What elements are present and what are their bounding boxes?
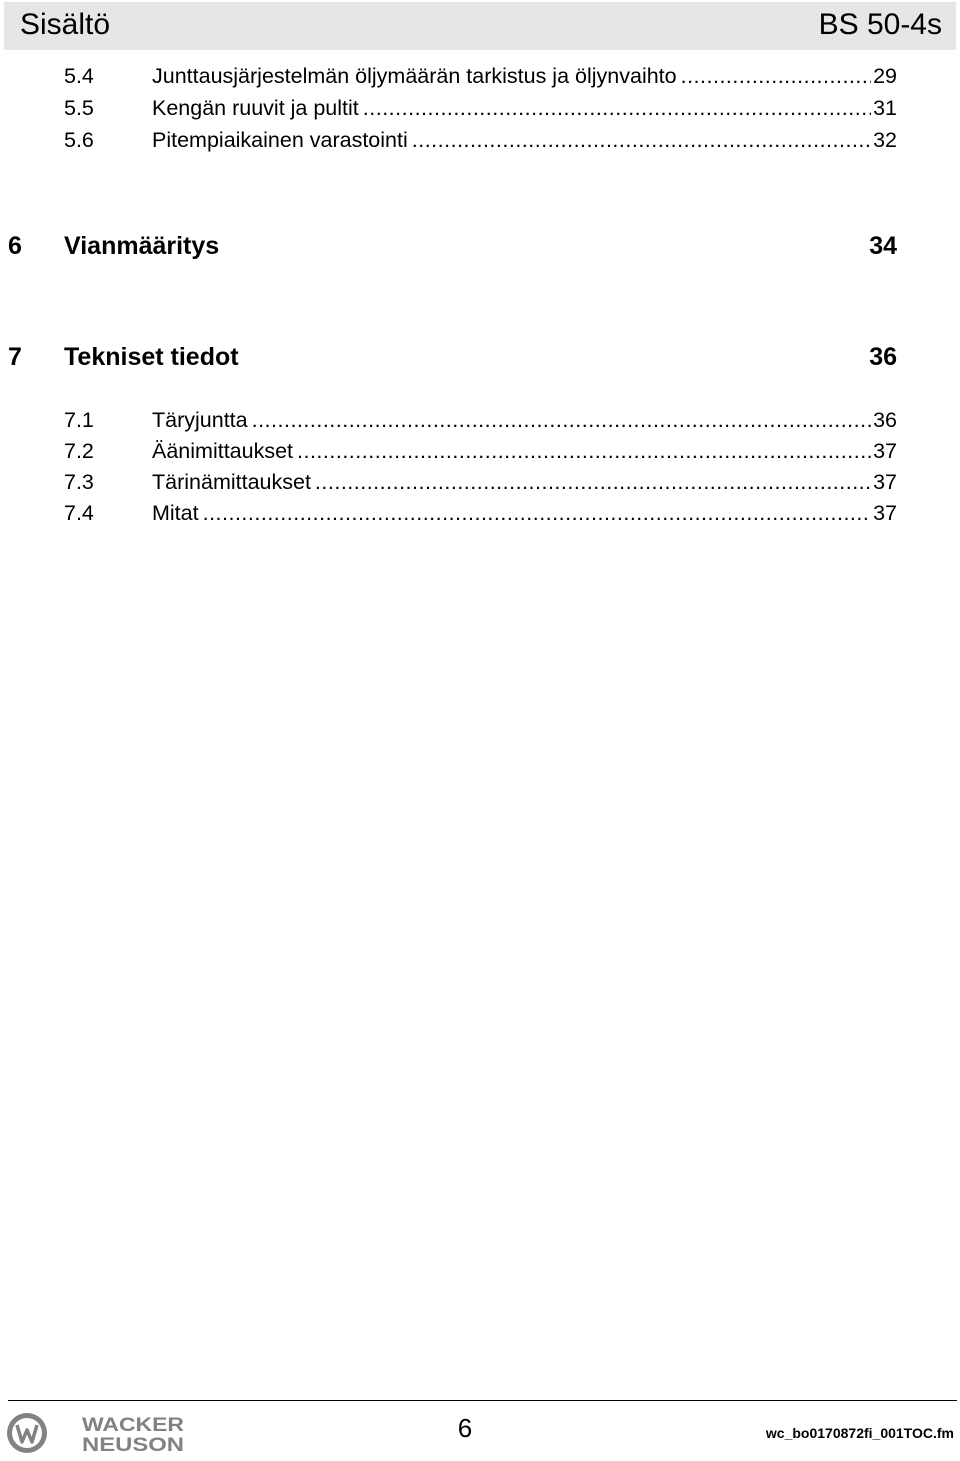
toc-entry-5-4[interactable]: [64, 62, 897, 90]
toc-chapter-6[interactable]: [8, 229, 897, 263]
toc-entry-5-5[interactable]: [64, 94, 897, 122]
chapter-number: 6: [8, 232, 22, 260]
toc-entry-title: Kengän ruuvit ja pultit: [152, 96, 359, 120]
toc-dot-leader: [315, 468, 871, 496]
toc-dot-leader: [203, 499, 871, 527]
toc-entry-number: 7.3: [64, 470, 94, 494]
wacker-neuson-logo: [6, 1410, 186, 1456]
toc-entry-page: 31: [873, 96, 897, 120]
toc-entry-page: 29: [873, 64, 897, 88]
toc-entry-title: Junttausjärjestelmän öljymäärän tarkistus ja öljynvaihto: [152, 64, 677, 88]
toc-entry-title: Täryjuntta: [152, 408, 248, 432]
toc-entry-number: 5.4: [64, 64, 94, 88]
toc-dot-leader: [297, 437, 871, 465]
page-number: 6: [457, 1413, 473, 1443]
chapter-number: 7: [8, 343, 22, 371]
chapter-title: Vianmääritys: [64, 232, 220, 260]
toc-dot-leader: [681, 62, 871, 90]
toc-entry-7-3[interactable]: [64, 468, 897, 496]
footer-divider: [8, 1400, 957, 1401]
toc-entry-number: 5.5: [64, 96, 94, 120]
toc-entry-title: Mitat: [152, 501, 199, 525]
toc-entry-title: Tärinämittaukset: [152, 470, 311, 494]
chapter-page: 36: [869, 343, 897, 371]
toc-entry-number: 7.4: [64, 501, 94, 525]
toc-entry-page: 37: [873, 470, 897, 494]
product-model: BS 50-4s: [818, 8, 942, 41]
toc-dot-leader: [252, 406, 871, 434]
toc-entry-title: Äänimittaukset: [152, 439, 294, 463]
source-file-name: wc_bo0170872fi_001TOC.fm: [765, 1425, 954, 1441]
toc-entry-page: 37: [873, 439, 897, 463]
logo-text-wacker: WACKER: [82, 1415, 185, 1436]
toc-entry-title: Pitempiaikainen varastointi: [152, 128, 408, 152]
toc-entry-7-4[interactable]: [64, 499, 897, 527]
toc-entry-number: 7.1: [64, 408, 94, 432]
logo-graphic: [6, 1410, 186, 1456]
toc-dot-leader: [412, 126, 871, 154]
toc-chapter-7[interactable]: [8, 340, 897, 374]
toc-entry-page: 32: [873, 128, 897, 152]
chapter-title: Tekniset tiedot: [64, 343, 239, 371]
page-header: [4, 2, 956, 50]
toc-entry-number: 5.6: [64, 128, 94, 152]
toc-entry-page: 37: [873, 501, 897, 525]
toc-entry-number: 7.2: [64, 439, 94, 463]
toc-entry-5-6[interactable]: [64, 126, 897, 154]
toc-dot-leader: [363, 94, 871, 122]
toc-entry-page: 36: [873, 408, 897, 432]
logo-text-neuson: NEUSON: [82, 1435, 184, 1456]
chapter-page: 34: [869, 232, 897, 260]
toc-entry-7-1[interactable]: [64, 406, 897, 434]
page-title: Sisältö: [20, 8, 111, 41]
toc-entry-7-2[interactable]: [64, 437, 897, 465]
